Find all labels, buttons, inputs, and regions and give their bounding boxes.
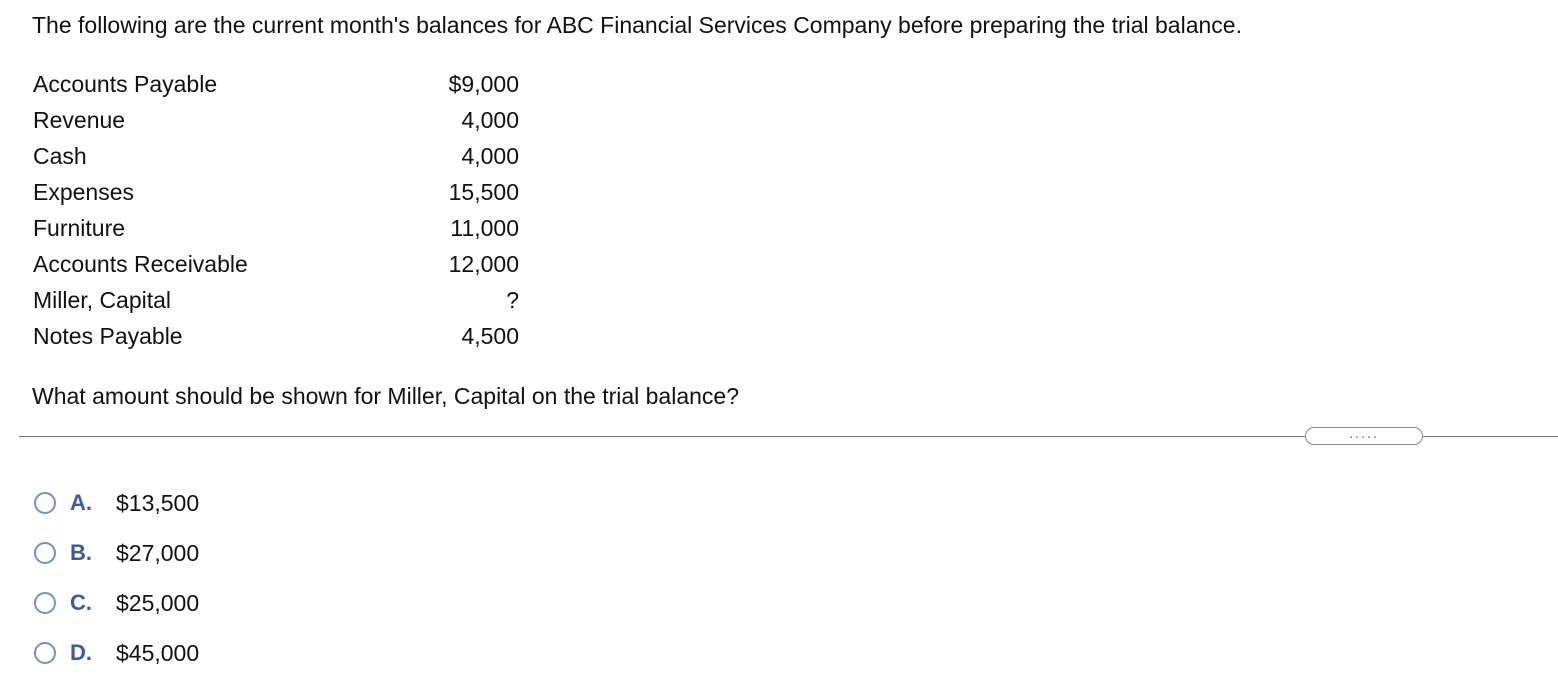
radio-button[interactable] <box>34 642 56 664</box>
balance-row <box>33 102 519 138</box>
option-letter: C. <box>70 590 92 615</box>
expand-more-button[interactable] <box>1305 427 1423 445</box>
account-name: Furniture <box>33 214 126 241</box>
answer-options <box>34 478 199 678</box>
option-letter: A. <box>70 490 92 515</box>
option-text: $13,500 <box>116 489 200 516</box>
ellipsis-icon: ..... <box>1349 425 1379 441</box>
balance-row <box>33 138 519 174</box>
answer-option-d[interactable] <box>34 628 199 678</box>
account-amount: 4,000 <box>461 106 519 133</box>
account-amount: 12,000 <box>448 250 519 277</box>
account-name: Accounts Receivable <box>33 250 248 277</box>
account-name: Miller, Capital <box>33 286 172 313</box>
account-name: Revenue <box>33 106 126 133</box>
account-amount: ? <box>506 286 519 313</box>
balance-row <box>33 246 519 282</box>
answer-option-c[interactable] <box>34 578 199 628</box>
radio-button[interactable] <box>34 542 56 564</box>
radio-button[interactable] <box>34 592 56 614</box>
option-letter: B. <box>70 540 92 565</box>
balance-row <box>33 282 519 318</box>
account-name: Expenses <box>33 178 135 205</box>
account-amount: $9,000 <box>448 70 519 97</box>
problem-statement: The following are the current month's balances for ABC Financial Services Company before preparing the trial balance. <box>32 12 1242 38</box>
question-text: What amount should be shown for Miller, Capital on the trial balance? <box>32 383 740 409</box>
radio-button[interactable] <box>34 492 56 514</box>
balance-row <box>33 210 519 246</box>
option-text: $25,000 <box>116 589 200 616</box>
balances-table <box>33 66 519 354</box>
balance-row <box>33 66 519 102</box>
answer-option-b[interactable] <box>34 528 199 578</box>
account-amount: 11,000 <box>450 214 519 241</box>
account-amount: 4,500 <box>461 322 519 349</box>
option-text: $45,000 <box>116 639 200 666</box>
answer-option-a[interactable] <box>34 478 199 528</box>
balance-row <box>33 174 519 210</box>
account-amount: 15,500 <box>448 178 519 205</box>
account-name: Accounts Payable <box>33 70 218 97</box>
account-name: Notes Payable <box>33 322 183 349</box>
account-name: Cash <box>33 142 87 169</box>
account-amount: 4,000 <box>461 142 519 169</box>
option-letter: D. <box>70 640 92 665</box>
option-text: $27,000 <box>116 539 200 566</box>
balance-row <box>33 318 519 354</box>
